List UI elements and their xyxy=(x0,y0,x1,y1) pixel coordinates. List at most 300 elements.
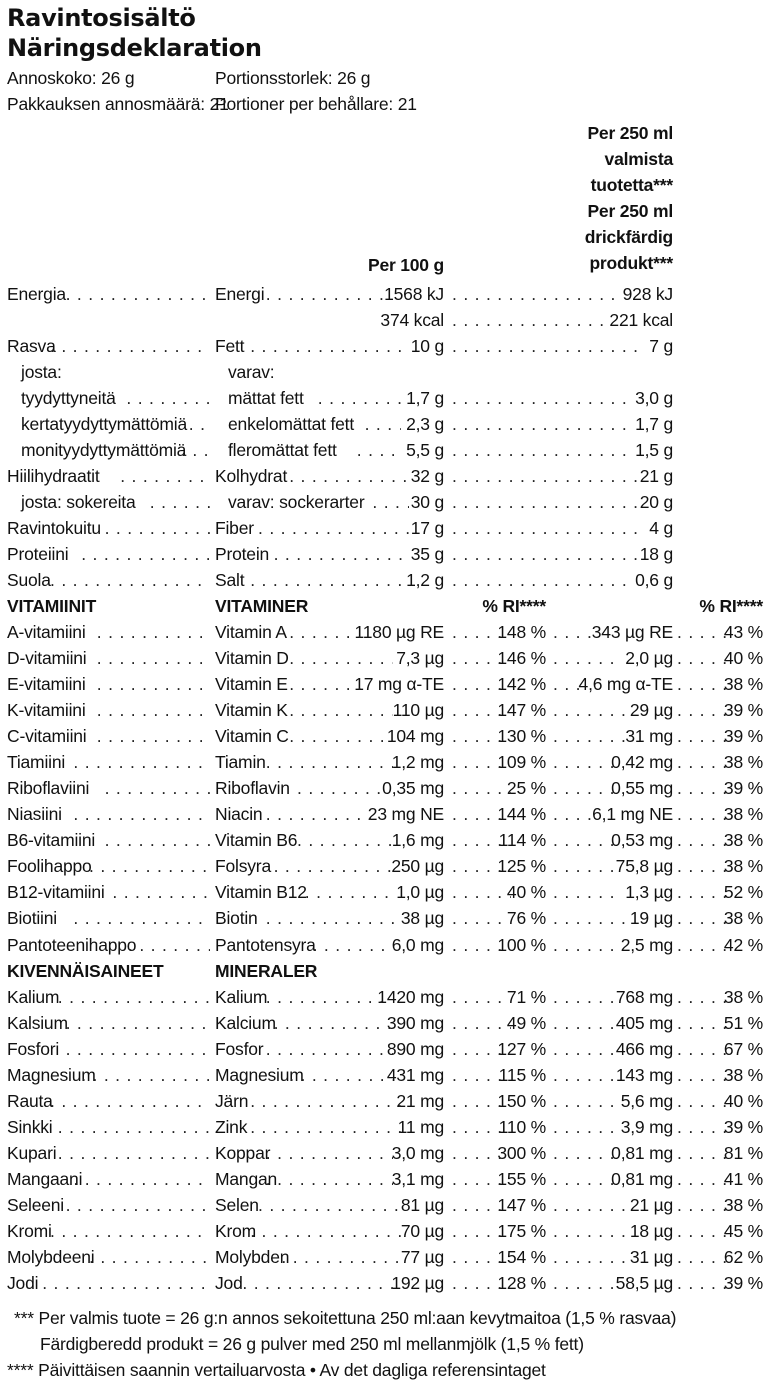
nutrient-name-sv: Molybden xyxy=(215,1247,290,1267)
dot-leader xyxy=(266,282,386,306)
nutrient-name-fi: Proteiini xyxy=(7,544,69,564)
nutrient-name-fi: E-vitamiini xyxy=(7,674,86,694)
section-heading-sv: VITAMINER xyxy=(215,596,309,616)
ri-per-250ml: 39 % xyxy=(723,700,763,720)
dot-leader xyxy=(553,1245,630,1269)
dot-leader xyxy=(266,1141,393,1165)
nutrient-name-fi: D-vitamiini xyxy=(7,648,87,668)
value-per-100g: 10 g xyxy=(410,336,444,356)
nutrient-name-sv: Vitamin E xyxy=(215,674,288,694)
value-per-250ml: 466 mg xyxy=(615,1039,673,1059)
nutrient-name-fi: A-vitamiini xyxy=(7,622,86,642)
dot-leader xyxy=(452,464,638,488)
dot-leader xyxy=(677,1141,728,1165)
ri-per-250ml: 52 % xyxy=(723,882,763,902)
dot-leader xyxy=(677,646,728,670)
ri-per-100g: 148 % xyxy=(497,622,546,642)
dot-leader xyxy=(553,985,622,1009)
nutrient-name-sv: Salt xyxy=(215,570,245,590)
section-heading-fi: VITAMIINIT xyxy=(7,596,97,616)
ri-per-100g: 125 % xyxy=(497,856,546,876)
value-per-250ml: 0,6 g xyxy=(635,570,673,590)
dot-leader xyxy=(452,802,503,826)
ri-per-100g: 142 % xyxy=(497,674,546,694)
dot-leader xyxy=(112,880,210,904)
serving-size-sv: Portionsstorlek: 26 g xyxy=(215,68,371,88)
dot-leader xyxy=(258,516,409,540)
nutrient-name-sv: varav: sockerarter xyxy=(228,492,365,512)
dot-leader xyxy=(452,880,511,904)
value-per-250ml: 0,53 mg xyxy=(611,830,673,850)
nutrient-name-fi: B6-vitamiini xyxy=(7,830,96,850)
value-per-100g: 1420 mg xyxy=(377,987,444,1007)
ri-per-250ml: 38 % xyxy=(723,752,763,772)
ri-per-250ml: 38 % xyxy=(723,1195,763,1215)
ri-per-100g: 127 % xyxy=(497,1039,546,1059)
dot-leader xyxy=(452,1089,503,1113)
dot-leader xyxy=(452,1011,511,1035)
dot-leader xyxy=(553,1141,614,1165)
dot-leader xyxy=(553,1089,622,1113)
dot-leader xyxy=(677,750,728,774)
dot-leader xyxy=(250,334,409,358)
dot-leader xyxy=(677,1089,728,1113)
dot-leader xyxy=(452,1271,503,1295)
value-per-100g: 1568 kJ xyxy=(384,284,444,304)
dot-leader xyxy=(553,828,614,852)
value-per-100g: 2,3 g xyxy=(406,414,444,434)
nutrient-name-sv: Zink xyxy=(215,1117,248,1137)
ri-per-250ml: 45 % xyxy=(723,1221,763,1241)
nutrient-name-fi: Hiilihydraatit xyxy=(7,466,100,486)
per-250ml-header-line: tuotetta*** xyxy=(590,175,673,195)
value-per-250ml: 3,0 g xyxy=(635,388,673,408)
dot-leader xyxy=(50,334,210,358)
dot-leader xyxy=(58,1115,210,1139)
dot-leader xyxy=(677,1063,728,1087)
ri-per-250ml: 39 % xyxy=(723,1117,763,1137)
dot-leader xyxy=(677,1271,728,1295)
value-per-100g: 23 mg NE xyxy=(367,804,444,824)
nutrient-name-sv: Energi xyxy=(215,284,265,304)
section-heading-sv: MINERALER xyxy=(215,961,318,981)
dot-leader xyxy=(181,438,210,462)
dot-leader xyxy=(452,542,638,566)
ri-per-100g: 300 % xyxy=(497,1143,546,1163)
dot-leader xyxy=(258,1193,401,1217)
dot-leader xyxy=(452,672,503,696)
nutrient-name-sv: Vitamin B6 xyxy=(215,830,298,850)
dot-leader xyxy=(73,802,210,826)
dot-leader xyxy=(50,1219,210,1243)
value-per-250ml: 4 g xyxy=(649,518,673,538)
ri-per-250ml: 38 % xyxy=(723,830,763,850)
nutrient-name-fi: Molybdeeni xyxy=(7,1247,95,1267)
nutrient-name-sv: Protein xyxy=(215,544,270,564)
dot-leader xyxy=(452,854,503,878)
nutrient-name-sv: Tiamin xyxy=(215,752,266,772)
ri-per-250ml: 62 % xyxy=(723,1247,763,1267)
ri-per-100g: 40 % xyxy=(506,882,546,902)
dot-leader xyxy=(89,1245,210,1269)
value-per-100g: 890 mg xyxy=(386,1039,444,1059)
ri-per-100g: 25 % xyxy=(506,778,546,798)
nutrient-name-sv: Magnesium xyxy=(215,1065,304,1085)
dot-leader xyxy=(242,1271,393,1295)
per-250ml-header-line: Per 250 ml xyxy=(587,201,673,221)
ri-per-100g: 175 % xyxy=(497,1221,546,1241)
dot-leader xyxy=(266,906,401,930)
dot-leader xyxy=(42,1271,210,1295)
nutrient-name-fi: C-vitamiini xyxy=(7,726,87,746)
dot-leader xyxy=(677,828,728,852)
nutrient-name-fi: tyydyttyneitä xyxy=(21,388,116,408)
dot-leader xyxy=(274,854,394,878)
dot-leader xyxy=(452,438,630,462)
ri-header-100g: % RI**** xyxy=(482,596,546,616)
ri-per-250ml: 39 % xyxy=(723,726,763,746)
dot-leader xyxy=(677,854,728,878)
dot-leader xyxy=(553,1037,622,1061)
nutrient-name-sv: Mangan xyxy=(215,1169,278,1189)
dot-leader xyxy=(58,985,210,1009)
dot-leader xyxy=(97,620,210,644)
dot-leader xyxy=(452,1167,503,1191)
dot-leader xyxy=(553,1193,630,1217)
dot-leader xyxy=(305,880,393,904)
dot-leader xyxy=(58,1141,210,1165)
dot-leader xyxy=(289,672,362,696)
value-per-100g: 110 µg xyxy=(392,700,444,720)
value-per-100g: 30 g xyxy=(410,492,444,512)
dot-leader xyxy=(297,776,385,800)
ri-per-100g: 128 % xyxy=(497,1273,546,1293)
dot-leader xyxy=(250,1089,401,1113)
dot-leader xyxy=(297,828,393,852)
value-per-100g: 1180 µg RE xyxy=(354,622,444,642)
dot-leader xyxy=(97,646,210,670)
value-per-100g: 1,2 mg xyxy=(391,752,444,772)
dot-leader xyxy=(66,1011,210,1035)
dot-leader xyxy=(189,412,210,436)
dot-leader xyxy=(452,1115,503,1139)
per-250ml-header-line: Per 250 ml xyxy=(587,123,673,143)
dot-leader xyxy=(452,776,511,800)
dot-leader xyxy=(289,698,393,722)
nutrient-name-fi: Magnesium xyxy=(7,1065,96,1085)
dot-leader xyxy=(73,750,210,774)
value-per-100g: 1,2 g xyxy=(406,570,444,590)
dot-leader xyxy=(73,1167,210,1191)
dot-leader xyxy=(553,724,630,748)
dot-leader xyxy=(553,802,599,826)
dot-leader xyxy=(677,985,728,1009)
dot-leader xyxy=(553,1167,614,1191)
dot-leader xyxy=(452,1245,503,1269)
nutrient-name-sv: Selen xyxy=(215,1195,259,1215)
nutrient-name-fi: josta: xyxy=(21,362,62,382)
dot-leader xyxy=(553,620,599,644)
value-per-250ml: 18 g xyxy=(639,544,673,564)
dot-leader xyxy=(452,1063,503,1087)
per-100g-header: Per 100 g xyxy=(367,255,444,275)
dot-leader xyxy=(677,776,728,800)
dot-leader xyxy=(452,412,630,436)
nutrient-name-fi: B12-vitamiini xyxy=(7,882,105,902)
dot-leader xyxy=(50,568,210,592)
nutrient-name-sv: Vitamin B12 xyxy=(215,882,307,902)
ri-per-100g: 147 % xyxy=(497,700,546,720)
value-per-250ml: 5,6 mg xyxy=(620,1091,673,1111)
dot-leader xyxy=(66,1193,210,1217)
value-per-250ml: 31 mg xyxy=(625,726,673,746)
ri-per-100g: 154 % xyxy=(497,1247,546,1267)
nutrient-name-fi: Kalium xyxy=(7,987,60,1007)
ri-per-100g: 100 % xyxy=(497,935,546,955)
serving-count-sv: Portioner per behållare: 21 xyxy=(215,94,417,114)
dot-leader xyxy=(677,1037,728,1061)
dot-leader xyxy=(452,933,503,957)
value-per-250ml: 143 mg xyxy=(615,1065,673,1085)
dot-leader xyxy=(452,516,646,540)
dot-leader xyxy=(266,985,386,1009)
value-per-100g: 17 g xyxy=(410,518,444,538)
value-per-100g: 3,0 mg xyxy=(391,1143,444,1163)
nutrient-name-sv: Biotin xyxy=(215,908,258,928)
dot-leader xyxy=(452,282,622,306)
nutrient-name-sv: Vitamin K xyxy=(215,700,288,720)
nutrient-name-sv: varav: xyxy=(228,362,275,382)
dot-leader xyxy=(677,880,728,904)
dot-leader xyxy=(289,646,393,670)
nutrient-name-fi: Fosfori xyxy=(7,1039,60,1059)
dot-leader xyxy=(365,412,401,436)
dot-leader xyxy=(289,620,362,644)
nutrient-name-fi: Riboflaviini xyxy=(7,778,90,798)
dot-leader xyxy=(553,1271,614,1295)
dot-leader xyxy=(452,308,607,332)
value-per-100g: 1,0 µg xyxy=(396,882,444,902)
value-per-250ml: 31 µg xyxy=(629,1247,673,1267)
dot-leader xyxy=(452,985,511,1009)
value-per-250ml: 58,5 µg xyxy=(615,1273,673,1293)
value-per-250ml: 29 µg xyxy=(629,700,673,720)
value-per-250ml: 21 g xyxy=(639,466,673,486)
dot-leader xyxy=(553,1219,630,1243)
dot-leader xyxy=(105,828,210,852)
nutrient-name-fi: Pantoteenihappo xyxy=(7,935,137,955)
dot-leader xyxy=(553,1011,622,1035)
ri-per-250ml: 38 % xyxy=(723,856,763,876)
ri-per-100g: 110 % xyxy=(498,1117,546,1137)
value-per-100g: 5,5 g xyxy=(406,440,444,460)
nutrient-name-fi: Foolihappo xyxy=(7,856,92,876)
dot-leader xyxy=(553,880,622,904)
dot-leader xyxy=(97,724,210,748)
dot-leader xyxy=(553,906,630,930)
dot-leader xyxy=(150,490,210,514)
per-250ml-header-line: drickfärdig xyxy=(584,227,673,247)
dot-leader xyxy=(73,906,210,930)
ri-per-250ml: 38 % xyxy=(723,987,763,1007)
dot-leader xyxy=(553,698,630,722)
value-per-250ml: 20 g xyxy=(639,492,673,512)
dot-leader xyxy=(97,672,210,696)
nutrient-name-sv: Riboflavin xyxy=(215,778,290,798)
ri-per-250ml: 67 % xyxy=(723,1039,763,1059)
nutrient-name-fi: josta: sokereita xyxy=(21,492,136,512)
dot-leader xyxy=(289,1063,393,1087)
dot-leader xyxy=(677,1011,728,1035)
value-per-250ml: 0,55 mg xyxy=(611,778,673,798)
dot-leader xyxy=(677,1219,728,1243)
nutrient-name-sv: Fiber xyxy=(215,518,254,538)
dot-leader xyxy=(553,776,614,800)
dot-leader xyxy=(266,750,393,774)
nutrient-name-sv: Kalium xyxy=(215,987,268,1007)
dot-leader xyxy=(677,724,728,748)
dot-leader xyxy=(677,933,728,957)
value-per-250ml: 6,1 mg NE xyxy=(592,804,673,824)
dot-leader xyxy=(452,906,511,930)
ri-per-100g: 114 % xyxy=(498,830,546,850)
value-per-250ml: 1,7 g xyxy=(635,414,673,434)
nutrient-name-fi: Jodi xyxy=(7,1273,39,1293)
dot-leader xyxy=(677,1115,728,1139)
ri-per-250ml: 38 % xyxy=(723,908,763,928)
dot-leader xyxy=(677,1245,728,1269)
nutrient-name-sv: fleromättat fett xyxy=(228,440,337,460)
value-per-100g: 17 mg α-TE xyxy=(354,674,444,694)
value-per-250ml: 928 kJ xyxy=(622,284,673,304)
dot-leader xyxy=(677,906,728,930)
dot-leader xyxy=(274,1011,394,1035)
dot-leader xyxy=(452,750,503,774)
value-per-100g: 192 µg xyxy=(391,1273,444,1293)
value-per-250ml: 4,6 mg α-TE xyxy=(578,674,673,694)
nutrient-name-fi: Kupari xyxy=(7,1143,57,1163)
dot-leader xyxy=(452,1219,503,1243)
nutrient-name-fi: Rasva xyxy=(7,336,56,356)
dot-leader xyxy=(553,854,614,878)
dot-leader xyxy=(89,854,210,878)
dot-leader xyxy=(452,386,630,410)
dot-leader xyxy=(553,1115,622,1139)
value-per-100g: 1,7 g xyxy=(406,388,444,408)
dot-leader xyxy=(677,698,728,722)
ri-per-100g: 144 % xyxy=(497,804,546,824)
dot-leader xyxy=(105,776,210,800)
value-per-250ml: 7 g xyxy=(649,336,673,356)
nutrient-name-fi: Mangaani xyxy=(7,1169,83,1189)
value-per-100g: 374 kcal xyxy=(380,310,444,330)
dot-leader xyxy=(318,386,401,410)
dot-leader xyxy=(289,464,409,488)
dot-leader xyxy=(120,464,210,488)
value-per-100g: 250 µg xyxy=(391,856,444,876)
serving-count-fi: Pakkauksen annosmäärä: 21 xyxy=(7,94,229,114)
ri-per-250ml: 51 % xyxy=(723,1013,763,1033)
dot-leader xyxy=(553,750,614,774)
nutrient-name-fi: Ravintokuitu xyxy=(7,518,101,538)
dot-leader xyxy=(452,698,503,722)
dot-leader xyxy=(553,1063,622,1087)
dot-leader xyxy=(677,1193,728,1217)
ri-per-100g: 155 % xyxy=(497,1169,546,1189)
value-per-250ml: 0,81 mg xyxy=(611,1143,673,1163)
value-per-100g: 32 g xyxy=(410,466,444,486)
value-per-100g: 6,0 mg xyxy=(391,935,444,955)
value-per-250ml: 768 mg xyxy=(615,987,673,1007)
dot-leader xyxy=(126,386,210,410)
value-per-100g: 104 mg xyxy=(386,726,444,746)
dot-leader xyxy=(677,802,728,826)
value-per-100g: 11 mg xyxy=(397,1117,444,1137)
dot-leader xyxy=(452,568,630,592)
dot-leader xyxy=(81,1063,210,1087)
dot-leader xyxy=(66,282,210,306)
nutrient-name-fi: kertatyydyttymättömiä xyxy=(21,414,187,434)
dot-leader xyxy=(266,802,378,826)
dot-leader xyxy=(250,1115,401,1139)
dot-leader xyxy=(266,1167,393,1191)
ri-per-250ml: 81 % xyxy=(723,1143,763,1163)
ri-per-250ml: 39 % xyxy=(723,778,763,798)
ri-per-250ml: 38 % xyxy=(723,674,763,694)
value-per-250ml: 0,42 mg xyxy=(611,752,673,772)
value-per-250ml: 405 mg xyxy=(615,1013,673,1033)
nutrient-name-fi: Energia xyxy=(7,284,66,304)
dot-leader xyxy=(250,568,401,592)
value-per-100g: 35 g xyxy=(410,544,444,564)
value-per-250ml: 1,5 g xyxy=(635,440,673,460)
section-heading-fi: KIVENNÄISAINEET xyxy=(7,961,164,981)
value-per-100g: 3,1 mg xyxy=(391,1169,444,1189)
ri-per-100g: 49 % xyxy=(506,1013,546,1033)
dot-leader xyxy=(81,542,210,566)
nutrient-name-fi: Kromi xyxy=(7,1221,52,1241)
nutrient-name-sv: Folsyra xyxy=(215,856,271,876)
value-per-100g: 1,6 mg xyxy=(391,830,444,850)
dot-leader xyxy=(50,1089,210,1113)
dot-leader xyxy=(266,1037,393,1061)
ri-per-250ml: 41 % xyxy=(723,1169,763,1189)
footnote-reference-intake: **** Päivittäisen saannin vertailuarvosta • Av det dagliga referensintaget xyxy=(7,1360,546,1380)
nutrient-name-fi: Seleeni xyxy=(7,1195,64,1215)
nutrient-name-sv: Järn xyxy=(215,1091,249,1111)
value-per-250ml: 2,5 mg xyxy=(620,935,673,955)
nutrient-name-sv: Niacin xyxy=(215,804,263,824)
dot-leader xyxy=(452,1037,503,1061)
dot-leader xyxy=(128,933,210,957)
ri-per-100g: 147 % xyxy=(497,1195,546,1215)
value-per-250ml: 0,81 mg xyxy=(611,1169,673,1189)
ri-per-250ml: 40 % xyxy=(723,1091,763,1111)
nutrient-name-fi: Kalsium xyxy=(7,1013,68,1033)
nutrient-name-fi: Suola xyxy=(7,570,51,590)
ri-header-250ml: % RI**** xyxy=(699,596,763,616)
ri-per-100g: 146 % xyxy=(497,648,546,668)
nutrient-name-sv: Kalcium xyxy=(215,1013,276,1033)
dot-leader xyxy=(250,1219,401,1243)
value-per-250ml: 2,0 µg xyxy=(625,648,673,668)
value-per-100g: 38 µg xyxy=(400,908,444,928)
dot-leader xyxy=(372,490,408,514)
ri-per-100g: 71 % xyxy=(506,987,546,1007)
value-per-250ml: 3,9 mg xyxy=(620,1117,673,1137)
dot-leader xyxy=(553,646,622,670)
value-per-100g: 81 µg xyxy=(400,1195,444,1215)
